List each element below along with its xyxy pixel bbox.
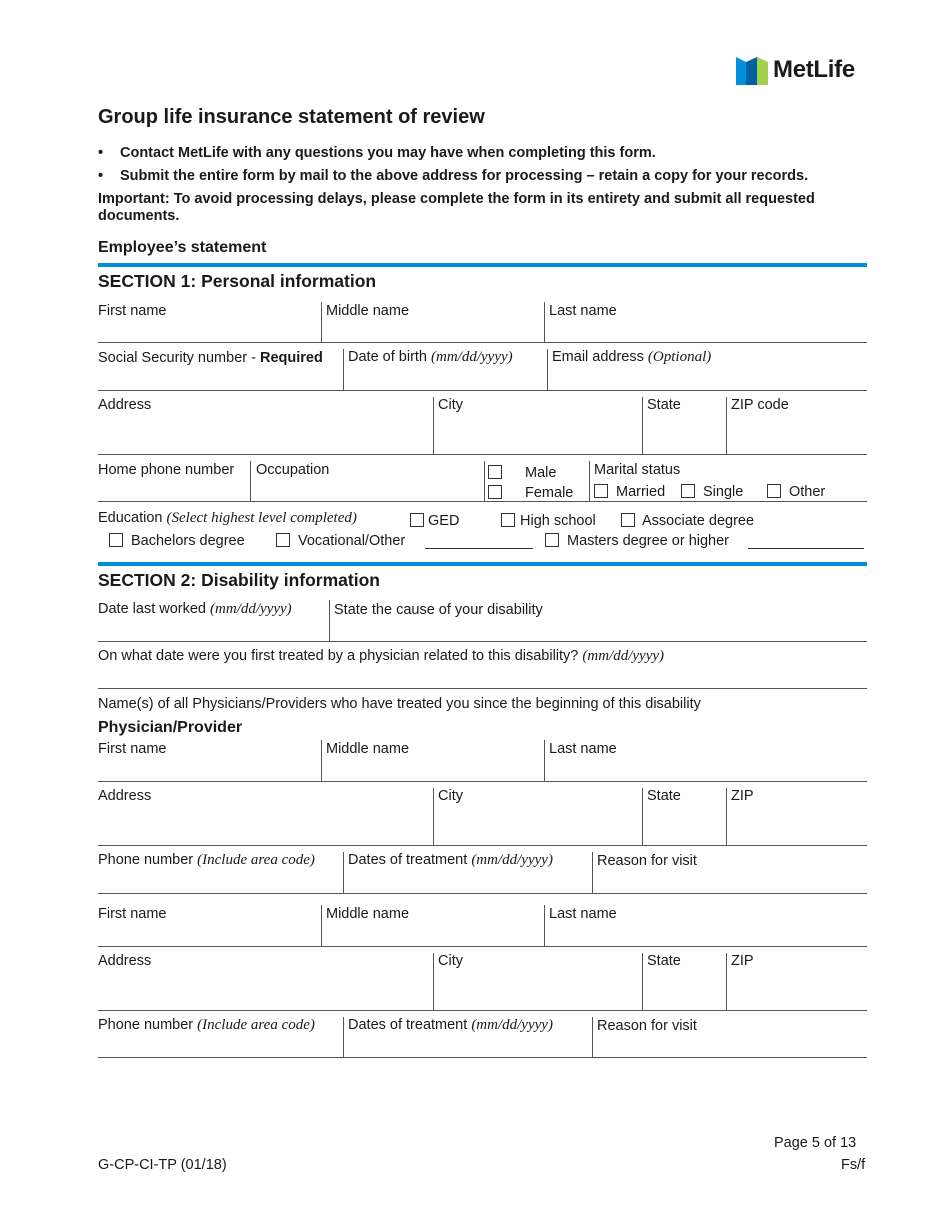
- female-checkbox[interactable]: [488, 485, 502, 499]
- ged-label: GED: [428, 513, 460, 529]
- cause-label: State the cause of your disability: [334, 602, 543, 618]
- vocational-label: Vocational/Other: [298, 533, 406, 549]
- male-checkbox[interactable]: [488, 465, 502, 479]
- masters-underline[interactable]: [748, 548, 864, 549]
- bullet-1-text: Contact MetLife with any questions you may have when completing this form.: [120, 145, 656, 161]
- other-label: Other: [789, 484, 826, 500]
- divider: [547, 349, 548, 391]
- provider1-last-name-label: Last name: [549, 741, 617, 757]
- high-school-checkbox[interactable]: [501, 513, 515, 527]
- provider1-dates-format: (mm/dd/yyyy): [471, 852, 553, 868]
- education-hint: (Select highest level completed): [166, 510, 357, 526]
- vocational-underline[interactable]: [425, 548, 533, 549]
- form-suffix: Fs/f: [841, 1157, 866, 1173]
- education-label: [98, 510, 357, 527]
- occupation-label: Occupation: [256, 462, 330, 478]
- row-line: [98, 893, 867, 894]
- divider: [484, 461, 485, 501]
- divider: [343, 349, 344, 391]
- associate-degree-checkbox[interactable]: [621, 513, 635, 527]
- middle-name-label: Middle name: [326, 303, 410, 319]
- row-line: [98, 390, 867, 391]
- divider: [433, 397, 434, 454]
- divider: [321, 302, 322, 343]
- bullet-2-text: Submit the entire form by mail to the above address for processing – retain a copy for your records.: [120, 168, 809, 184]
- married-checkbox[interactable]: [594, 484, 608, 498]
- ssn-label-text: Social Security number -: [98, 350, 260, 366]
- single-checkbox[interactable]: [681, 484, 695, 498]
- dob-label: [348, 349, 513, 366]
- row-line: [98, 946, 867, 947]
- provider2-phone-hint: (Include area code): [197, 1017, 315, 1033]
- divider: [642, 953, 643, 1010]
- row-line: [98, 845, 867, 846]
- metlife-logo-text: MetLife: [773, 56, 855, 83]
- bullet-2: • Submit the entire form by mail to the above address for processing – retain a copy for your records.: [98, 168, 809, 184]
- bullet-1: • Contact MetLife with any questions you may have when completing this form.: [98, 145, 656, 161]
- female-label: Female: [525, 485, 574, 501]
- married-label: Married: [616, 484, 666, 500]
- divider: [726, 953, 727, 1010]
- masters-label: Masters degree or higher: [567, 533, 729, 549]
- home-phone-label: Home phone number: [98, 462, 235, 478]
- first-treated-text: On what date were you first treated by a physician related to this disability?: [98, 648, 583, 664]
- form-title: Group life insurance statement of review: [98, 106, 485, 128]
- high-school-label: High school: [520, 513, 596, 529]
- row-line: [98, 342, 867, 343]
- provider2-address-label: Address: [98, 953, 152, 969]
- marital-status-label: Marital status: [594, 462, 681, 478]
- physician-provider-heading: Physician/Provider: [98, 719, 243, 736]
- provider1-address-label: Address: [98, 788, 152, 804]
- divider: [544, 740, 545, 781]
- divider: [343, 852, 344, 893]
- divider: [726, 397, 727, 454]
- provider2-dates-label: [348, 1017, 553, 1034]
- other-checkbox[interactable]: [767, 484, 781, 498]
- metlife-logo-mark-icon: [736, 54, 768, 85]
- provider2-state-label: State: [647, 953, 681, 969]
- row-line: [98, 641, 867, 642]
- zip-label: ZIP code: [731, 397, 789, 413]
- important-note: Important: To avoid processing delays, please complete the form in its entirety and submit all requested documents.: [98, 191, 815, 224]
- row-line: [98, 501, 867, 502]
- provider2-phone-label: [98, 1017, 315, 1034]
- row-line: [98, 454, 867, 455]
- divider: [544, 905, 545, 946]
- provider1-phone-text: Phone number: [98, 852, 198, 868]
- bachelors-label: Bachelors degree: [131, 533, 245, 549]
- provider2-dates-text: Dates of treatment: [348, 1017, 472, 1033]
- provider2-reason-label: Reason for visit: [597, 1018, 697, 1034]
- address-label: Address: [98, 397, 152, 413]
- divider: [321, 740, 322, 781]
- associate-degree-label: Associate degree: [642, 513, 755, 529]
- provider1-dates-label: [348, 852, 553, 869]
- row-line: [98, 688, 867, 689]
- divider: [343, 1017, 344, 1058]
- row-line: [98, 1010, 867, 1011]
- provider1-dates-text: Dates of treatment: [348, 852, 472, 868]
- employee-statement-heading: Employee’s statement: [98, 239, 267, 256]
- email-label-text: Email address: [552, 349, 648, 365]
- date-last-worked-format: (mm/dd/yyyy): [210, 601, 292, 617]
- divider: [589, 461, 590, 501]
- dob-label-text: Date of birth: [348, 349, 432, 365]
- row-line: [98, 1057, 867, 1058]
- dob-format: (mm/dd/yyyy): [431, 349, 513, 365]
- city-label: City: [438, 397, 463, 413]
- ssn-label: [98, 350, 323, 366]
- form-code: G-CP-CI-TP (01/18): [98, 1157, 227, 1173]
- page-number: Page 5 of 13: [774, 1135, 857, 1151]
- date-last-worked-text: Date last worked: [98, 601, 211, 617]
- provider2-zip-label: ZIP: [731, 953, 754, 969]
- provider2-first-name-label: First name: [98, 906, 167, 922]
- last-name-label: Last name: [549, 303, 617, 319]
- divider: [726, 788, 727, 845]
- provider2-middle-name-label: Middle name: [326, 906, 410, 922]
- physicians-names-label: Name(s) of all Physicians/Providers who have treated you since the beginning of this disability: [98, 696, 701, 712]
- provider1-city-label: City: [438, 788, 463, 804]
- section2-title: SECTION 2: Disability information: [98, 570, 380, 590]
- ssn-required: Required: [259, 350, 323, 366]
- first-treated-label: [98, 648, 664, 665]
- divider: [642, 397, 643, 454]
- divider: [321, 905, 322, 946]
- divider: [642, 788, 643, 845]
- masters-checkbox[interactable]: [545, 533, 559, 547]
- single-label: Single: [703, 484, 744, 500]
- first-treated-format: (mm/dd/yyyy): [582, 648, 665, 664]
- education-label-text: Education: [98, 510, 167, 526]
- provider1-state-label: State: [647, 788, 681, 804]
- provider1-phone-hint: (Include area code): [197, 852, 315, 868]
- section2-rule: [98, 562, 867, 566]
- provider2-dates-format: (mm/dd/yyyy): [471, 1017, 553, 1033]
- divider: [433, 788, 434, 845]
- date-last-worked-label: [98, 601, 292, 618]
- email-optional: (Optional): [647, 349, 712, 365]
- provider2-city-label: City: [438, 953, 463, 969]
- section1-rule: [98, 263, 867, 267]
- vocational-checkbox[interactable]: [276, 533, 290, 547]
- provider1-middle-name-label: Middle name: [326, 741, 410, 757]
- state-label: State: [647, 397, 681, 413]
- divider: [329, 600, 330, 641]
- divider: [592, 852, 593, 893]
- bachelors-checkbox[interactable]: [109, 533, 123, 547]
- provider1-reason-label: Reason for visit: [597, 853, 697, 869]
- provider1-first-name-label: First name: [98, 741, 167, 757]
- provider2-last-name-label: Last name: [549, 906, 617, 922]
- metlife-logo: [736, 54, 868, 86]
- divider: [592, 1017, 593, 1058]
- row-line: [98, 781, 867, 782]
- divider: [544, 302, 545, 343]
- divider: [250, 461, 251, 501]
- male-label: Male: [525, 465, 557, 481]
- provider2-phone-text: Phone number: [98, 1017, 198, 1033]
- email-label: [552, 349, 711, 366]
- ged-checkbox[interactable]: [410, 513, 424, 527]
- provider1-phone-label: [98, 852, 315, 869]
- section1-title: SECTION 1: Personal information: [98, 271, 377, 291]
- first-name-label: First name: [98, 303, 167, 319]
- provider1-zip-label: ZIP: [731, 788, 754, 804]
- divider: [433, 953, 434, 1010]
